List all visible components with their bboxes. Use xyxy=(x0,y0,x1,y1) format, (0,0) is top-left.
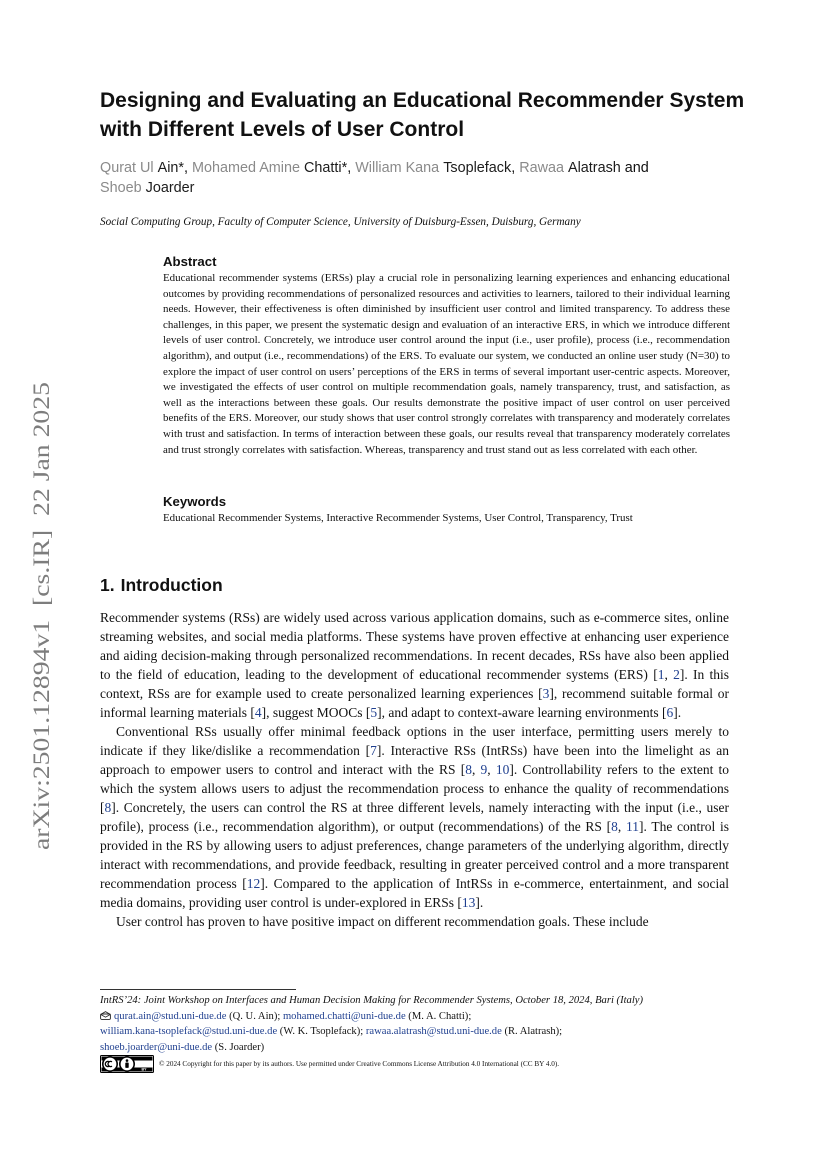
section-heading-introduction xyxy=(100,573,223,597)
abstract-heading: Abstract xyxy=(163,254,217,269)
citation-link[interactable]: 12 xyxy=(246,876,261,891)
intro-paragraph xyxy=(100,912,729,931)
citation-link[interactable]: 2 xyxy=(673,667,680,682)
text-run: ]. Concretely, the users can control the RS at three different levels, namely interacting with the input (i.e., user profile), process (i.e., recommendation algorithm), or output (recommendations) of the RS [ xyxy=(100,800,729,834)
text-run: ]. The control is provided in the RS by allowing users to adjust preferences, change parameters of the underlying algorithm, directly interact with recommendations, and provide feedback, resulting in greater perceived control and a more transparent recommendation process [ xyxy=(100,819,729,891)
author xyxy=(100,160,184,176)
text-run: , xyxy=(617,819,626,834)
author-separator: and xyxy=(620,160,649,176)
author xyxy=(100,180,194,196)
text-run: ]. Interactive RSs (IntRSs) have been into the limelight as an approach to empower users to control and interact with the RS [ xyxy=(100,743,729,777)
text-run: ], suggest MOOCs [ xyxy=(261,705,371,720)
envelope-icon xyxy=(100,1011,111,1020)
author-list xyxy=(100,158,740,198)
text-run: ], recommend suitable formal or informal learning materials [ xyxy=(100,686,729,720)
citation-link[interactable]: 6 xyxy=(666,705,674,720)
abstract-body: Educational recommender systems (ERSs) play a crucial role in personalizing learning experiences and enhancing educational outcomes by providing recommendations of personalized resources and activities to learners, tailored to their individual learning needs. However, their effectiveness is often diminished by insufficient user control and limited transparency. To address these challenges, in this paper, we present the systematic design and evaluation of an interactive ERS, in which we introduce different levels of user control. Concretely, we introduce user control around the input (i.e., user profile), process (i.e., recommendation algorithm), and output (i.e., recommendations) of the ERS. To evaluate our system, we conducted an online user study (N=30) to explore the impact of user control on users’ perceptions of the ERS in terms of several important user-centric aspects. Moreover, we investigated the effects of user control on multiple recommendation goals, namely transparency, trust, and satisfaction, as well as the interactions between these goals. Our results demonstrate the positive impact of user control on user perceived benefits of the ERS. Moreover, our study shows that user control strongly correlates with transparency and moderately correlates with trust and satisfaction. In terms of interaction between these goals, our results reveal that transparency moderately correlates and trust strongly correlates with satisfaction. Whereas, transparency and trust stand out as less correlated with each other. xyxy=(163,272,730,456)
email-link[interactable]: shoeb.joarder@uni-due.de xyxy=(100,1041,213,1053)
author-given-name: Qurat Ul xyxy=(100,160,154,176)
arxiv-identifier-stamp xyxy=(22,378,58,854)
introduction-body xyxy=(100,608,729,931)
footnote-line xyxy=(100,1024,740,1040)
text-run: (Q. U. Ain); xyxy=(226,1010,283,1022)
paper-title: Designing and Evaluating an Educational Recommender System with Different Levels of User Control xyxy=(100,89,745,141)
arxiv-stamp-text: arXiv:2501.12894v1 [cs.IR] 22 Jan 2025 xyxy=(29,458,55,850)
cc-by-badge[interactable] xyxy=(100,1055,154,1073)
author xyxy=(355,160,511,176)
text-run: (W. K. Tsoplefack); xyxy=(277,1026,366,1038)
citation-link[interactable]: 7 xyxy=(370,743,377,758)
citation-link[interactable]: 1 xyxy=(657,667,665,682)
author-family-name: Joarder xyxy=(145,180,195,196)
text-run: (R. Alatrash); xyxy=(501,1026,563,1038)
author-separator: , xyxy=(184,160,193,176)
text-run: Conventional RSs usually offer minimal feedback options in the user interface, permitting users merely to indicate if they like/dislike a recommendation [ xyxy=(100,724,729,758)
footnote-rule xyxy=(100,989,296,990)
text-run: Recommender systems (RSs) are widely used across various application domains, such as e-commerce sites, online streaming websites, and social media platforms. These systems have proven effective at enhancing user experience and aiding decision-making through personalized recommendations. In recent decades, RSs have also been applied to the field of education, leading to the development of educational recommender systems (ERS) [ xyxy=(100,610,729,682)
cc-by-label: BY xyxy=(141,1067,147,1072)
author xyxy=(519,160,621,176)
email-link[interactable]: qurat.ain@stud.uni-due.de xyxy=(114,1010,227,1022)
keywords-body: Educational Recommender Systems, Interactive Recommender Systems, User Control, Transparency, Trust xyxy=(163,512,633,524)
author-family-name: Tsoplefack xyxy=(443,160,512,176)
footnote-venue: IntRS’24: Joint Workshop on Interfaces and Human Decision Making for Recommender Systems, October 18, 2024, Bari (Italy) xyxy=(100,995,644,1006)
footnote-line xyxy=(100,1009,740,1025)
text-run: ], and adapt to context-aware learning environments [ xyxy=(377,705,667,720)
text-run: ]. In this context, RSs are for example used to create personalized learning experiences [ xyxy=(100,667,730,701)
author-family-name: Chatti xyxy=(304,160,342,176)
keywords-section xyxy=(163,493,730,526)
text-run: (S. Joarder) xyxy=(212,1041,265,1053)
footnotes xyxy=(100,993,740,1055)
citation-link[interactable]: 5 xyxy=(370,705,378,720)
footnote-email-lines xyxy=(100,1009,740,1056)
section-title: Introduction xyxy=(120,575,223,595)
cc-by-icon xyxy=(100,1055,154,1073)
author-mark: * xyxy=(178,160,185,176)
author-family-name: Alatrash xyxy=(568,160,621,176)
text-run: (M. A. Chatti); xyxy=(405,1010,472,1022)
citation-link[interactable]: 11 xyxy=(625,819,639,834)
email-link[interactable]: mohamed.chatti@uni-due.de xyxy=(282,1010,406,1022)
author-given-name: Mohamed Amine xyxy=(192,160,301,176)
text-run: ]. xyxy=(475,895,484,910)
text-run: , xyxy=(471,762,481,777)
text-run: User control has proven to have positive impact on different recommendation goals. These include xyxy=(116,914,649,929)
text-run: , xyxy=(664,667,674,682)
license-notice xyxy=(100,1055,740,1073)
footnote-line xyxy=(100,1040,740,1056)
author-family-name: Ain xyxy=(157,160,179,176)
abstract-section xyxy=(163,253,730,458)
author-given-name: Rawaa xyxy=(519,160,564,176)
affiliation: Social Computing Group, Faculty of Computer Science, University of Duisburg-Essen, Duisburg, Germany xyxy=(100,216,581,228)
keywords-heading: Keywords xyxy=(163,494,227,509)
text-run: ]. xyxy=(673,705,682,720)
citation-link[interactable]: 10 xyxy=(495,762,510,777)
section-number: 1. xyxy=(100,575,115,595)
intro-paragraph xyxy=(100,722,729,912)
arxiv-stamp-svg xyxy=(22,378,58,854)
citation-link[interactable]: 3 xyxy=(542,686,550,701)
citation-link[interactable]: 8 xyxy=(611,819,618,834)
text-run: ]. Compared to the application of IntRSs in e-commerce, entertainment, and social media domains, providing user control is under-explored in ERSs [ xyxy=(100,876,729,910)
license-text: © 2024 Copyright for this paper by its authors. Use permitted under Creative Commons License Attribution 4.0 International (CC BY 4.0). xyxy=(159,1060,560,1068)
citation-link[interactable]: 4 xyxy=(254,705,262,720)
author-given-name: Shoeb xyxy=(100,180,142,196)
author-given-name: William Kana xyxy=(355,160,440,176)
email-link[interactable]: william.kana-tsoplefack@stud.uni-due.de xyxy=(100,1026,278,1038)
intro-paragraph xyxy=(100,608,729,722)
citation-link[interactable]: 13 xyxy=(461,895,476,910)
citation-link[interactable]: 8 xyxy=(465,762,472,777)
citation-link[interactable]: 8 xyxy=(104,800,112,815)
author xyxy=(192,160,347,176)
author-separator: , xyxy=(347,160,356,176)
email-link[interactable]: rawaa.alatrash@stud.uni-due.de xyxy=(365,1026,502,1038)
author-separator: , xyxy=(511,160,520,176)
text-run: , xyxy=(487,762,496,777)
author-mark: * xyxy=(341,160,348,176)
citation-link[interactable]: 9 xyxy=(480,762,488,777)
text-run: ]. Controllability refers to the extent to which the system allows users to adjust the recommendation process to enhance the quality of recommendations [ xyxy=(100,762,730,815)
